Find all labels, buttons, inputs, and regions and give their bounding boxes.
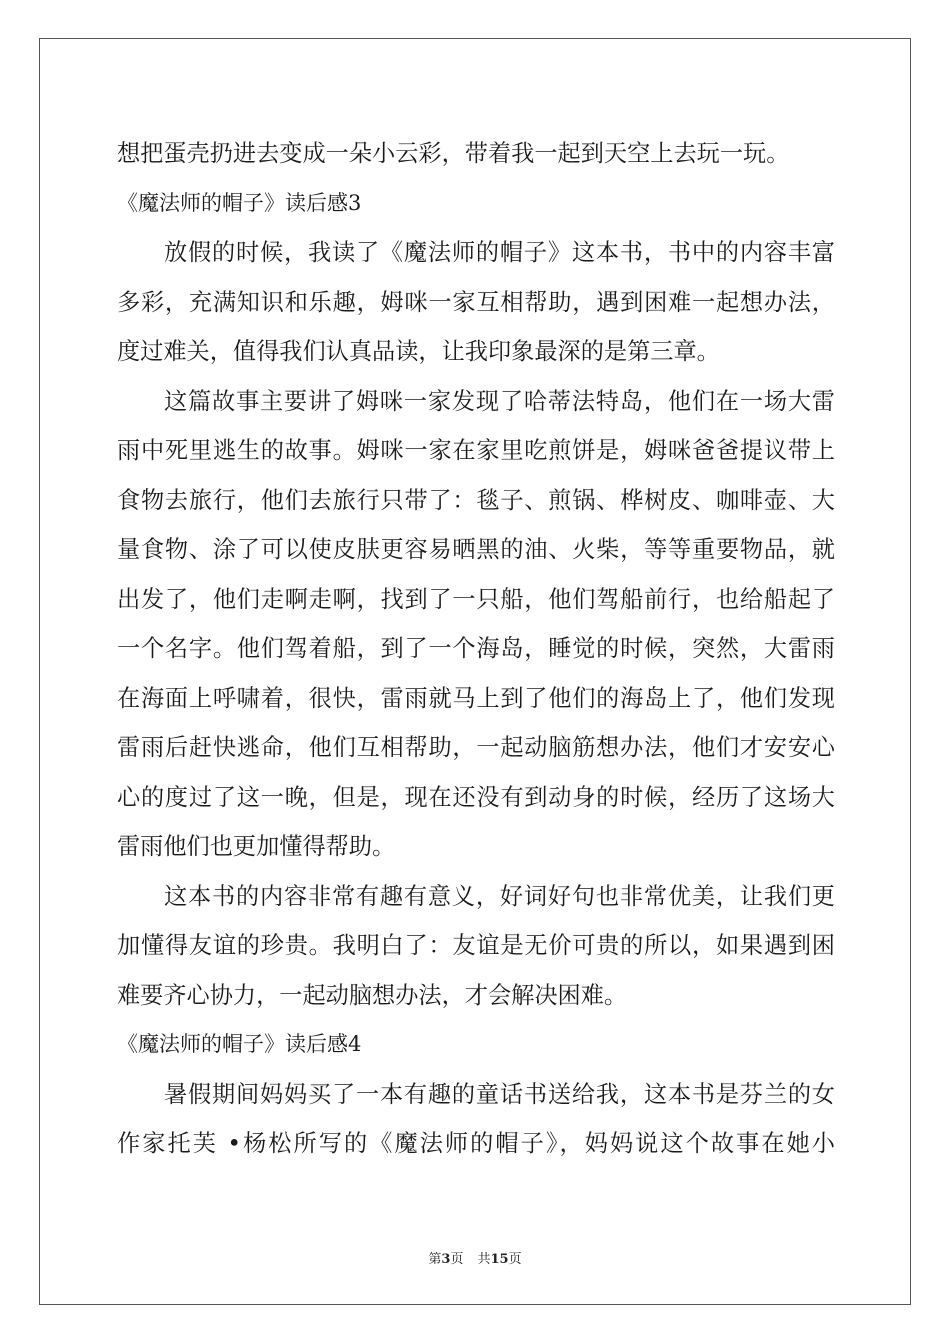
text-line: 雨中死里逃生的故事。姆咪一家在家里吃煎饼是，姆咪爸爸提议带上 xyxy=(117,437,835,464)
total-prefix: 共 xyxy=(477,1252,491,1267)
total-suffix: 页 xyxy=(508,1252,522,1267)
page-total-number: 15 xyxy=(490,1252,509,1267)
text-line: 一个名字。他们驾着船，到了一个海岛，睡觉的时候，突然，大雷雨 xyxy=(117,635,835,662)
page-suffix: 页 xyxy=(450,1252,464,1267)
text-line: 心的度过了这一晚，但是，现在还没有到动身的时候，经历了这场大 xyxy=(117,783,835,811)
text-line: 难要齐心协力，一起动脑想办法，才会解决困难。 xyxy=(117,981,628,1009)
page-prefix: 第 xyxy=(428,1252,442,1267)
page-footer xyxy=(0,1248,950,1267)
text-line: 这本书的内容非常有趣有意义，好词好句也非常优美，让我们更 xyxy=(164,882,835,910)
text-line: 度过难关，值得我们认真品读，让我印象最深的是第三章。 xyxy=(117,338,720,365)
text-line: 作家托芙 •杨松所写的《魔法师的帽子》，妈妈说这个故事在她小 xyxy=(117,1130,835,1157)
text-line: 雷雨他们也更加懂得帮助。 xyxy=(117,833,396,860)
text-line: 想把蛋壳扔进去变成一朵小云彩，带着我一起到天空上去玩一玩。 xyxy=(117,140,790,167)
text-line: 出发了，他们走啊走啊，找到了一只船，他们驾船前行，也给船起了 xyxy=(117,585,835,613)
text-line: 量食物、涂了可以使皮肤更容易晒黑的油、火柴，等等重要物品，就 xyxy=(117,536,835,563)
text-line: 在海面上呼啸着，很快，雷雨就马上到了他们的海岛上了，他们发现 xyxy=(117,684,835,712)
text-line: 这篇故事主要讲了姆咪一家发现了哈蒂法特岛，他们在一场大雷 xyxy=(164,387,835,415)
text-line: 加懂得友谊的珍贵。我明白了：友谊是无价可贵的所以，如果遇到困 xyxy=(117,932,835,959)
section-heading: 《魔法师的帽子》读后感3 xyxy=(117,190,362,215)
text-line: 暑假期间妈妈买了一本有趣的童话书送给我，这本书是芬兰的女 xyxy=(164,1080,835,1108)
text-line: 放假的时候，我读了《魔法师的帽子》这本书，书中的内容丰富 xyxy=(164,239,835,266)
text-line: 食物去旅行，他们去旅行只带了：毯子、煎锅、桦树皮、咖啡壶、大 xyxy=(117,486,835,514)
text-line: 多彩，充满知识和乐趣，姆咪一家互相帮助，遇到困难一起想办法， xyxy=(117,288,835,316)
page-current-number: 3 xyxy=(441,1252,451,1267)
text-line: 雷雨后赶快逃命，他们互相帮助，一起动脑筋想办法，他们才安安心 xyxy=(117,734,835,761)
section-heading: 《魔法师的帽子》读后感4 xyxy=(117,1032,362,1056)
document-body xyxy=(117,129,835,1169)
